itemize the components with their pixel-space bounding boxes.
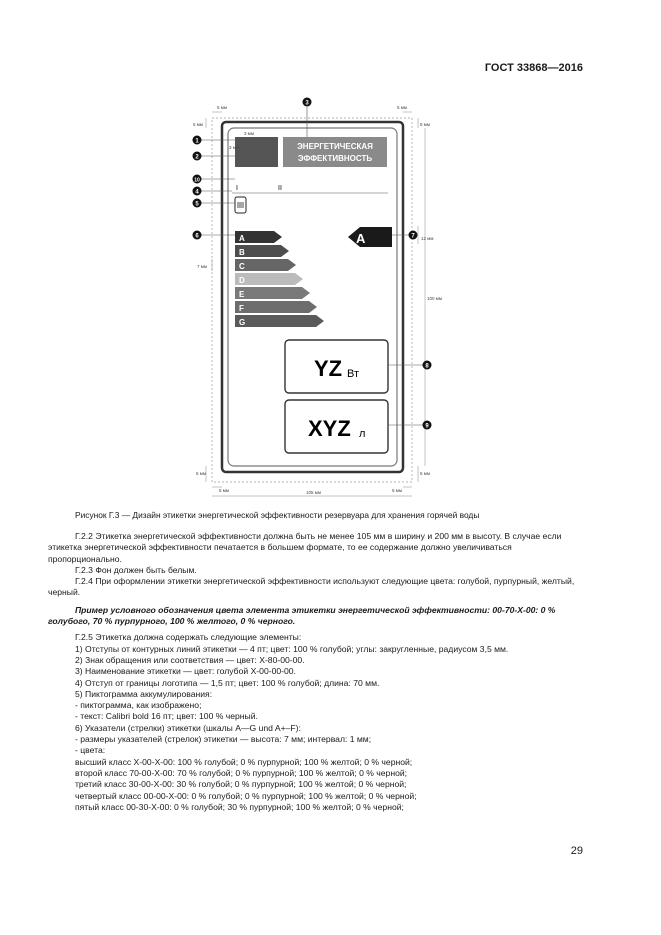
volume-value: XYZ <box>308 416 351 441</box>
list-item: - цвета: <box>75 745 106 756</box>
bar-G <box>235 315 324 327</box>
svg-text:5 мм: 5 мм <box>397 105 407 110</box>
list-item: 2) Знак обращения или соответствия — цвет: X-80-00-00. <box>75 654 305 665</box>
svg-text:5 мм: 5 мм <box>219 488 229 493</box>
label-title-line1: ЭНЕРГЕТИЧЕСКАЯ <box>297 142 373 151</box>
standard-header: ГОСТ 33868—2016 <box>484 62 583 74</box>
roman-1: I <box>236 185 238 192</box>
page-number: 29 <box>570 845 583 857</box>
bar-C <box>235 259 296 271</box>
list-item: 1) Отступы от контурных линий этикетки — 4 пт; цвет: 100 % голубой; углы: закругленные, радиусом 3,5 мм. <box>75 643 509 654</box>
svg-text:5 мм: 5 мм <box>392 488 402 493</box>
list-item: - пиктограмма, как изображено; <box>75 700 202 711</box>
svg-text:7 мм: 7 мм <box>197 264 207 269</box>
svg-text:10: 10 <box>194 177 200 184</box>
list-item: пятый класс 00-30-X-00: 0 % голубой; 30 % пурпурной; 100 % желтой; 0 % черной; <box>75 801 404 812</box>
svg-text:7: 7 <box>411 233 415 240</box>
paragraph-g24: Г.2.4 При оформлении этикетки энергетической эффективности используют следующие цвета: голубой, пурпурный, желтый, черный. <box>48 576 575 598</box>
svg-text:105 мм: 105 мм <box>306 490 321 495</box>
bar-E <box>235 287 310 299</box>
svg-text:1: 1 <box>195 138 199 145</box>
svg-text:3 мм: 3 мм <box>229 145 239 150</box>
roman-2: II <box>278 185 282 192</box>
color-example: Пример условного обозначения цвета элемента этикетки энергетической эффективности: 00-70-X-00: 0 % голубого, 70 % пурпурного, 100 % желтого, 0 % черного. <box>48 604 556 627</box>
svg-text:5: 5 <box>195 201 199 208</box>
list-item: - размеры указателей (стрелок) этикетки — высота: 7 мм; интервал: 1 мм; <box>75 734 372 745</box>
svg-text:3: 3 <box>305 100 309 107</box>
svg-text:D: D <box>239 276 245 285</box>
document-body <box>48 531 584 813</box>
bar-B <box>235 245 289 257</box>
list-item: - текст: Calibri bold 16 пт; цвет: 100 % черный. <box>75 711 258 722</box>
paragraph-g25: Г.2.5 Этикетка должна содержать следующие элементы: <box>75 632 302 643</box>
svg-text:5 мм: 5 мм <box>196 471 206 476</box>
svg-text:5 мм: 5 мм <box>420 471 430 476</box>
svg-text:2: 2 <box>195 154 199 161</box>
bar-A <box>235 231 282 243</box>
list-item: 6) Указатели (стрелки) этикетки (шкалы A—G und A+–F): <box>75 722 301 733</box>
svg-text:3 мм: 3 мм <box>244 131 254 136</box>
svg-text:4: 4 <box>195 189 199 196</box>
list-item: второй класс 70-00-X-00: 70 % голубой; 0 % пурпурной; 100 % желтой; 0 % черной; <box>75 767 408 778</box>
svg-text:C: C <box>239 262 245 271</box>
svg-text:5 мм: 5 мм <box>420 122 430 127</box>
paragraph-g22: Г.2.2 Этикетка энергетической эффективности должна быть не менее 105 мм в ширину и 200 мм в высоту. В случае если этикетка энергетической эффективности печатается в большем формате, то ее содержание должно увеличиваться пропорционально. <box>48 531 562 564</box>
bar-F <box>235 301 317 313</box>
power-value: YZ <box>314 356 343 381</box>
list-item: третий класс 30-00-X-00: 30 % голубой; 0 % пурпурной; 100 % желтой; 0 % черной; <box>75 779 407 790</box>
svg-text:G: G <box>239 318 246 327</box>
svg-text:12 мм: 12 мм <box>421 236 434 241</box>
conformity-mark <box>235 137 278 167</box>
list-item: 4) Отступ от границы логотипа — 1,5 пт; цвет: 100 % голубой; длина: 70 мм. <box>75 677 380 688</box>
list-item: 5) Пиктограмма аккумулирования: <box>75 688 213 699</box>
svg-text:5 мм: 5 мм <box>193 122 203 127</box>
svg-text:6: 6 <box>195 233 199 240</box>
storage-pictogram-icon <box>235 197 246 213</box>
volume-unit: л <box>359 428 366 440</box>
bar-D <box>235 273 303 285</box>
list-item: четвертый класс 00-00-X-00: 0 % голубой; 0 % пурпурной; 100 % желтой; 0 % черной; <box>75 790 417 801</box>
svg-text:8: 8 <box>425 363 429 370</box>
power-unit: Вт <box>347 368 360 380</box>
svg-text:A: A <box>239 234 245 243</box>
figure-caption: Рисунок Г.3 — Дизайн этикетки энергетической эффективности резервуара для хранения горячей воды <box>75 510 480 520</box>
label-title-line2: ЭФФЕКТИВНОСТЬ <box>297 154 373 163</box>
list-item: высший класс X-00-X-00: 100 % голубой; 0 % пурпурной; 100 % желтой; 0 % черной; <box>75 756 413 767</box>
list-item: 3) Наименование этикетки — цвет: голубой X-00-00-00. <box>75 666 296 677</box>
svg-text:9: 9 <box>425 423 429 430</box>
svg-text:B: B <box>239 248 245 257</box>
svg-text:E: E <box>239 290 245 299</box>
svg-text:A: A <box>356 231 366 246</box>
svg-text:5 мм: 5 мм <box>217 105 227 110</box>
svg-text:100 мм: 100 мм <box>427 296 442 301</box>
svg-text:F: F <box>239 304 244 313</box>
paragraph-g23: Г.2.3 Фон должен быть белым. <box>75 564 197 575</box>
